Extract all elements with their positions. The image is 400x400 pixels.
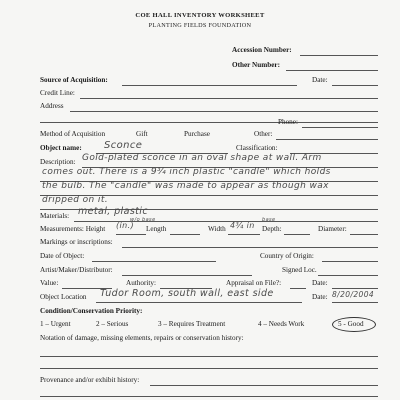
location-date-value: 8/20/2004 — [332, 290, 375, 299]
country-of-origin-label: Country of Origin: — [260, 252, 314, 260]
provenance-label: Provenance and/or exhibit history: — [40, 376, 140, 384]
condition-option-4[interactable]: 4 – Needs Work — [258, 320, 305, 328]
diameter-field[interactable] — [350, 234, 378, 235]
appraisal-date-field[interactable] — [332, 288, 378, 289]
credit-line-field[interactable] — [80, 98, 378, 99]
notation-label: Notation of damage, missing elements, repairs or conservation history: — [40, 334, 244, 342]
other-option-label: Other: — [254, 130, 273, 138]
description-line-4: dripped on it. — [42, 195, 109, 205]
worksheet-title: COE HALL INVENTORY WORKSHEET — [135, 12, 265, 19]
description-line-2: comes out. There is a 9¾ inch plastic "candle" which holds — [42, 167, 331, 177]
signed-loc-field[interactable] — [318, 275, 378, 276]
condition-label: Condition/Conservation Priority: — [40, 307, 143, 315]
worksheet-subtitle: PLANTING FIELDS FOUNDATION — [148, 22, 252, 29]
accession-number-field[interactable] — [300, 55, 378, 56]
condition-option-2[interactable]: 2 – Serious — [96, 320, 129, 328]
length-field[interactable] — [170, 234, 200, 235]
width-note: base — [262, 217, 276, 223]
length-label: Length — [146, 225, 167, 233]
materials-value: metal, plastic — [78, 206, 148, 217]
description-label: Description: — [40, 158, 76, 166]
width-value: 4¾ in — [230, 221, 255, 230]
diameter-label: Diameter: — [318, 225, 347, 233]
selected-condition-circle — [332, 317, 376, 332]
markings-label: Markings or inscriptions: — [40, 238, 113, 246]
source-of-acquisition-label: Source of Acquisition: — [40, 76, 108, 84]
authority-label: Authority: — [126, 279, 156, 287]
purchase-option[interactable]: Purchase — [184, 130, 210, 138]
object-location-field[interactable] — [96, 302, 302, 303]
location-date-field[interactable] — [332, 302, 378, 303]
value-label: Value: — [40, 279, 59, 287]
markings-field[interactable] — [122, 247, 378, 248]
appraisal-field[interactable] — [290, 288, 306, 289]
classification-label: Classification: — [236, 144, 278, 152]
width-label: Width — [208, 225, 226, 233]
source-date-label: Date: — [312, 76, 328, 84]
artist-field[interactable] — [122, 275, 252, 276]
height-value: (in.) — [116, 221, 135, 230]
method-of-acquisition-label: Method of Acquisition — [40, 130, 106, 138]
notation-field-1[interactable] — [40, 356, 378, 357]
address-field-2[interactable] — [40, 122, 378, 123]
other-method-field[interactable] — [276, 139, 378, 140]
country-of-origin-field[interactable] — [322, 261, 378, 262]
condition-option-3[interactable]: 3 – Requires Treatment — [158, 320, 226, 328]
appraisal-date-label: Date: — [312, 279, 328, 287]
materials-label: Materials: — [40, 212, 70, 220]
condition-option-1[interactable]: 1 – Urgent — [40, 320, 71, 328]
measurements-label: Measurements: Height — [40, 225, 106, 233]
source-date-field[interactable] — [332, 85, 378, 86]
depth-label: Depth: — [262, 225, 282, 233]
description-line-3: the bulb. The "candle" was made to appear as though wax — [42, 181, 329, 191]
source-of-acquisition-field[interactable] — [122, 85, 297, 86]
object-location-label: Object Location — [40, 293, 87, 301]
depth-field[interactable] — [284, 234, 310, 235]
object-name-value: Sconce — [104, 140, 143, 151]
location-date-label: Date: — [312, 293, 328, 301]
height-field[interactable] — [116, 234, 146, 235]
date-of-object-field[interactable] — [92, 261, 216, 262]
phone-field[interactable] — [302, 127, 378, 128]
other-number-field[interactable] — [286, 70, 378, 71]
phone-label: Phone: — [278, 118, 298, 126]
address-label: Address — [40, 102, 64, 110]
height-note: w/o base — [130, 217, 156, 223]
object-location-value: Tudor Room, south wall, east side — [100, 288, 274, 299]
credit-line-label: Credit Line: — [40, 89, 75, 97]
address-field-1[interactable] — [70, 111, 378, 112]
date-of-object-label: Date of Object: — [40, 252, 85, 260]
object-name-label: Object name: — [40, 144, 82, 152]
artist-label: Artist/Maker/Distributor: — [40, 266, 113, 274]
provenance-field-2[interactable] — [40, 396, 378, 397]
appraisal-label: Appraisal on File?: — [226, 279, 282, 287]
gift-option[interactable]: Gift — [136, 130, 148, 138]
provenance-field-1[interactable] — [150, 385, 378, 386]
accession-number-label: Accession Number: — [232, 46, 292, 54]
notation-field-2[interactable] — [40, 368, 378, 369]
width-field[interactable] — [228, 234, 260, 235]
description-line-1: Gold-plated sconce in an oval shape at wall. Arm — [82, 153, 322, 163]
signed-loc-label: Signed Loc. — [282, 266, 317, 274]
condition-option-5[interactable]: 5 - Good — [338, 320, 364, 328]
other-number-label: Other Number: — [232, 61, 280, 69]
